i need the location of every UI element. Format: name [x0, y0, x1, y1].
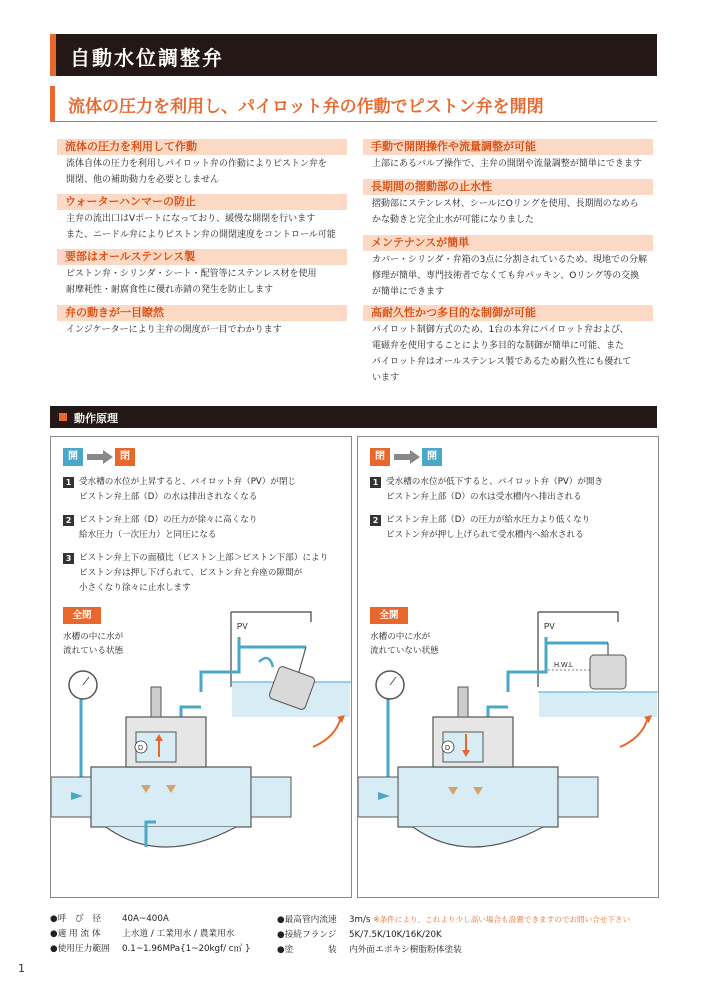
title-bar	[50, 34, 657, 76]
feature-body	[363, 251, 653, 300]
step-line: ピストン弁上部（D）の水は受水槽内へ排出される	[386, 492, 582, 502]
spec-value: 3m/s	[349, 915, 371, 925]
state-line: 流れている状態	[63, 646, 124, 656]
subtitle-bar	[50, 86, 657, 122]
feature-manual	[363, 139, 653, 172]
step-line: 受水槽の水位が低下すると、パイロット弁（PV）が開き	[386, 477, 604, 487]
panel-open-to-close	[50, 436, 352, 898]
feature-heading: 手動で開閉操作や流量調整が可能	[363, 139, 653, 155]
right-arrow-icon	[394, 450, 420, 464]
right-arrow-icon	[87, 450, 113, 464]
state-badge: 全開	[370, 607, 408, 624]
step-line: ピストン弁が押し上げられて受水槽内へ給水される	[386, 530, 584, 540]
feature-line: 流体自体の圧力を利用しパイロット弁の作動によりピストン弁を	[66, 159, 327, 169]
page-subtitle: 流体の圧力を利用し、パイロット弁の作動でピストン弁を開閉	[68, 97, 544, 117]
feature-heading: ウォーターハンマーの防止	[57, 194, 347, 210]
step-line: 受水槽の水位が上昇すると、パイロット弁（PV）が閉じ	[79, 477, 297, 487]
feature-line: ピストン弁・シリンダ・シート・配管等にステンレス材を使用	[66, 269, 317, 279]
feature-line: 耐摩耗性・耐腐食性に優れ赤錆の発生を防止します	[66, 285, 274, 295]
state-line: 流れていない状態	[370, 646, 439, 656]
feature-indicator	[57, 305, 347, 338]
feature-stainless	[57, 249, 347, 298]
chip-from: 開	[63, 448, 83, 466]
specs-right	[277, 912, 630, 958]
feature-line: 開閉、他の補助動力を必要としません	[66, 175, 220, 185]
spec-key: ●呼 び 径	[50, 914, 102, 924]
feature-line: 摺動部にステンレス材、シールにOリングを使用、長期間のなめら	[372, 199, 639, 209]
step-line: ピストン弁は押し下げられて、ピストン弁と弁座の隙間が	[79, 568, 303, 578]
feature-line: カバー・シリンダ・弁箱の3点に分割されているため、現地での分解	[372, 255, 648, 265]
spec-value: 上水道 / 工業用水 / 農業用水	[122, 929, 235, 939]
step-number: 2	[370, 515, 381, 526]
hwl-label: H.W.L	[554, 662, 574, 669]
pv-label: PV	[237, 622, 248, 631]
step-line: ピストン弁上部（D）の圧力が給水圧力より低くなり	[386, 515, 591, 525]
feature-line: 主弁の流出口はVポートになっており、緩慢な開閉を行います	[66, 214, 316, 224]
spec-note: ※条件により、これより少し高い場合も設置できますのでお問い合せ下さい	[373, 915, 631, 924]
state-description	[370, 630, 480, 658]
feature-durability	[363, 305, 653, 386]
spec-key: ●接続フランジ	[277, 930, 337, 940]
step-1	[370, 475, 655, 505]
state-line: 水槽の中に水が	[63, 632, 124, 642]
step-number: 2	[63, 515, 74, 526]
title-accent	[50, 34, 56, 76]
step-line: 給水圧力（一次圧力）と同圧になる	[79, 530, 217, 540]
spec-value: 40A~400A	[122, 914, 169, 924]
spec-value: 5K/7.5K/10K/16K/20K	[349, 930, 442, 940]
step-1	[63, 475, 348, 505]
spec-row	[50, 942, 251, 957]
step-2	[63, 513, 348, 543]
spec-key: ●塗 装	[277, 945, 337, 955]
d-label: D	[445, 745, 451, 752]
feature-water-hammer	[57, 194, 347, 243]
section-title: 動作原理	[74, 412, 118, 425]
spec-key: ●適 用 流 体	[50, 929, 101, 939]
feature-line: かな動きと完全止水が可能になりました	[372, 215, 535, 225]
state-badge: 全閉	[63, 607, 101, 624]
feature-body	[363, 321, 653, 386]
feature-heading: 弁の動きが一目瞭然	[57, 305, 347, 321]
feature-line: います	[372, 373, 400, 383]
page-title: 自動水位調整弁	[70, 46, 224, 70]
feature-line: インジケーターにより主弁の開度が一目でわかります	[66, 325, 282, 335]
feature-body	[363, 195, 653, 228]
step-2	[370, 513, 655, 543]
step-line: 小さくなり徐々に止水します	[79, 583, 191, 593]
feature-body	[57, 321, 347, 338]
spec-row	[50, 927, 251, 942]
spec-key: ●最高管内流速	[277, 915, 337, 925]
step-number: 1	[370, 477, 381, 488]
feature-heading: 高耐久性かつ多目的な制御が可能	[363, 305, 653, 321]
panel-close-to-open	[357, 436, 659, 898]
feature-line: が簡単にできます	[372, 287, 445, 297]
spec-row	[277, 928, 630, 943]
page-number: 1	[18, 962, 25, 975]
pv-label: PV	[544, 622, 555, 631]
feature-line: 電磁弁を使用することにより多目的な制御が簡単に可能、また	[372, 341, 625, 351]
step-number: 1	[63, 477, 74, 488]
feature-maintenance	[363, 235, 653, 300]
feature-line: パイロット弁はオールステンレス製であるため耐久性にも優れて	[372, 357, 632, 367]
specs-left	[50, 912, 251, 957]
feature-heading: 長期間の摺動部の止水性	[363, 179, 653, 195]
feature-body	[363, 155, 653, 172]
feature-pressure	[57, 139, 347, 188]
d-label: D	[138, 745, 144, 752]
spec-row	[277, 912, 630, 928]
spec-value: 内外面エポキシ樹脂粉体塗装	[349, 945, 462, 955]
feature-line: 修理が簡単、専門技術者でなくても弁パッキン、Oリング等の交換	[372, 271, 640, 281]
step-number: 3	[63, 553, 74, 564]
step-line: ピストン弁上部（D）の水は排出されなくなる	[79, 492, 258, 502]
spec-row	[277, 943, 630, 958]
feature-line: 上部にあるバルブ操作で、主弁の開閉や流量調整が簡単にできます	[372, 159, 642, 169]
chip-to: 開	[422, 448, 442, 466]
step-3	[63, 551, 348, 596]
feature-body	[57, 155, 347, 188]
spec-key: ●使用圧力範囲	[50, 944, 110, 954]
state-description	[63, 630, 173, 658]
spec-row	[50, 912, 251, 927]
feature-heading: 要部はオールステンレス製	[57, 249, 347, 265]
section-square-icon	[59, 413, 67, 421]
feature-line: パイロット制御方式のため、1台の本弁にパイロット弁および、	[372, 325, 629, 335]
state-line: 水槽の中に水が	[370, 632, 431, 642]
section-bar	[50, 406, 657, 428]
step-line: ピストン弁上下の面積比（ピストン上部＞ピストン下部）により	[79, 553, 329, 563]
feature-line: また、ニードル弁によりピストン弁の開閉速度をコントロール可能	[66, 230, 336, 240]
feature-heading: メンテナンスが簡単	[363, 235, 653, 251]
spec-value: 0.1~1.96MPa{1~20kgf/ c㎡ }	[122, 944, 251, 954]
step-line: ピストン弁上部（D）の圧力が徐々に高くなり	[79, 515, 258, 525]
chip-to: 閉	[115, 448, 135, 466]
feature-heading: 流体の圧力を利用して作動	[57, 139, 347, 155]
feature-sealing	[363, 179, 653, 228]
feature-body	[57, 265, 347, 298]
chip-from: 閉	[370, 448, 390, 466]
feature-body	[57, 210, 347, 243]
